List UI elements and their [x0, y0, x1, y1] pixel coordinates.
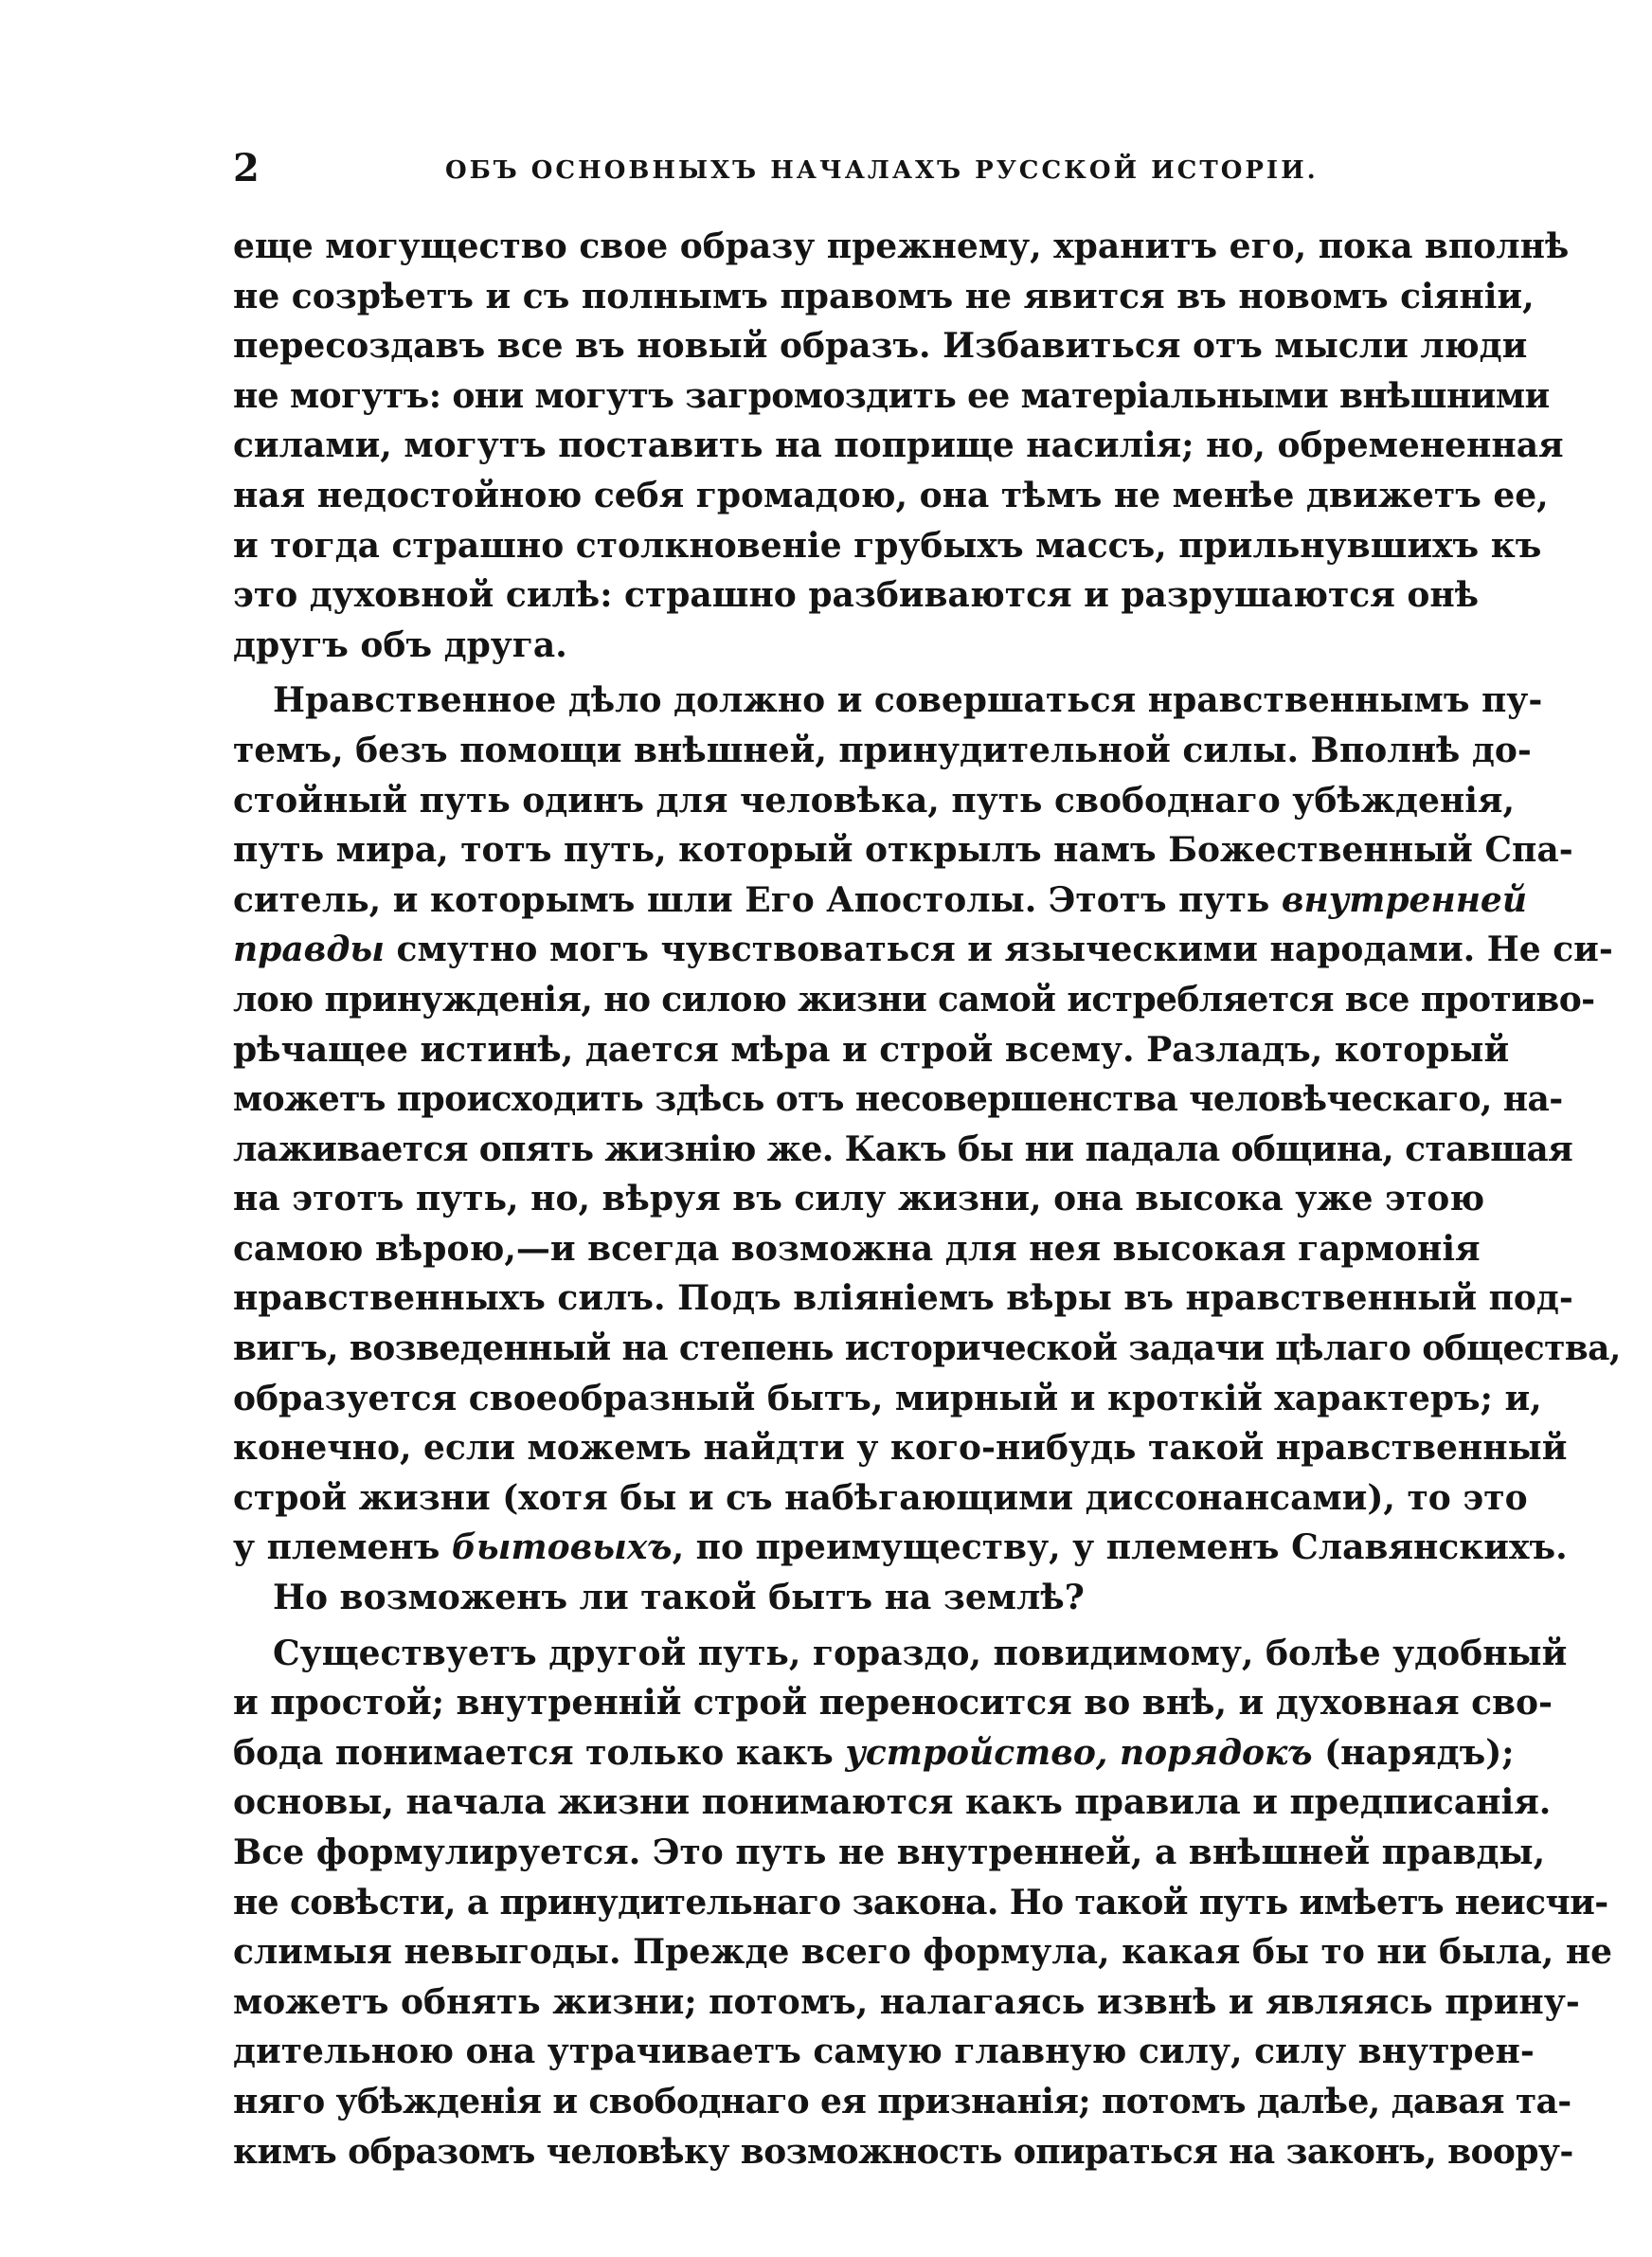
text-line: вигъ, возведенный на степень исторической задачи цѣлаго общества, — [233, 1328, 1621, 1369]
text-line: Существуетъ другой путь, гораздо, повидимому, болѣе удобный — [273, 1633, 1568, 1673]
text-line: можетъ обнять жизни; потомъ, налагаясь извнѣ и являясь прину- — [233, 1981, 1580, 2022]
text-line: на этотъ путь, но, вѣруя въ силу жизни, она высока уже этою — [233, 1179, 1485, 1219]
text-line: Нравственное дѣло должно и совершаться нравственнымъ пу- — [273, 680, 1543, 721]
text-line: Но возможенъ ли такой бытъ на землѣ? — [273, 1578, 1085, 1618]
text-line: и простой; внутренній строй переносится во внѣ, и духовная сво- — [233, 1683, 1553, 1724]
running-title: ОБЪ ОСНОВНЫХЪ НАЧАЛАХЪ РУССКОЙ ИСТОРІИ. — [445, 156, 1319, 185]
text-line: нравственныхъ силъ. Подъ вліяніемъ вѣры въ нравственный под- — [233, 1278, 1573, 1319]
text-fragment: у племенъ — [233, 1527, 440, 1568]
italic-word: бытовыхъ — [451, 1527, 673, 1568]
italic-word: правды — [233, 930, 385, 970]
page-number: 2 — [233, 146, 260, 190]
text-line — [233, 1523, 1568, 1573]
text-line: не могутъ: они могутъ загромоздить ее матеріальными внѣшними — [233, 375, 1550, 416]
text-fragment: ситель, и которымъ шли Его Апостолы. Этотъ путь — [233, 879, 1270, 920]
text-line: можетъ происходить здѣсь отъ несовершенства человѣческаго, на- — [233, 1079, 1563, 1120]
text-line: основы, начала жизни понимаются какъ правила и предписанія. — [233, 1782, 1552, 1823]
text-fragment: , по преимуществу, у племенъ Славянскихъ. — [672, 1527, 1568, 1568]
text-line: не совѣсти, а принудительнаго закона. Но такой путь имѣетъ неисчи- — [233, 1882, 1608, 1923]
text-line: самою вѣрою,—и всегда возможна для нея высокая гармонія — [233, 1228, 1481, 1269]
text-line: дительною она утрачиваетъ самую главную силу, силу внутрен- — [233, 2031, 1535, 2072]
text-line — [233, 876, 1528, 926]
body-text — [233, 222, 1621, 2176]
text-fragment: смутно могъ чувствоваться и языческими народами. Не си- — [396, 930, 1613, 970]
italic-word: порядокъ — [1119, 1732, 1313, 1773]
text-line: лою принужденія, но силою жизни самой истребляется все противо- — [233, 979, 1595, 1020]
text-line: это духовной силѣ: страшно разбиваются и разрушаются онѣ — [233, 575, 1480, 616]
text-line: стойный путь одинъ для человѣка, путь свободнаго убѣжденія, — [233, 780, 1516, 821]
text-line: образуется своеобразный бытъ, мирный и кроткій характеръ; и, — [233, 1378, 1542, 1418]
text-line — [233, 925, 1613, 975]
text-line — [233, 1728, 1515, 1779]
text-fragment: бода понимается только какъ — [233, 1732, 834, 1773]
text-line: кимъ образомъ человѣку возможность опираться на законъ, воору- — [233, 2131, 1573, 2172]
italic-word: устройство, — [845, 1732, 1108, 1773]
text-line: лаживается опять жизнію же. Какъ бы ни падала община, ставшая — [233, 1128, 1573, 1169]
text-line: еще могущество свое образу прежнему, хранитъ его, пока вполнѣ — [233, 226, 1570, 266]
text-line: строй жизни (хотя бы и съ набѣгающими диссонансами), то это — [233, 1477, 1528, 1518]
text-line: пересоздавъ все въ новый образъ. Избавиться отъ мысли люди — [233, 326, 1528, 367]
paragraph-3 — [233, 1629, 1613, 2177]
text-line: и тогда страшно столкновеніе грубыхъ массъ, прильнувшихъ къ — [233, 525, 1542, 566]
text-line: слимыя невыгоды. Прежде всего формула, какая бы то ни была, не — [233, 1932, 1613, 1973]
text-line: няго убѣжденія и свободнаго ея признанія; потомъ далѣе, давая та- — [233, 2081, 1571, 2122]
italic-word: внутренней — [1281, 879, 1528, 920]
text-line: путь мира, тотъ путь, который открылъ намъ Божественный Спа- — [233, 830, 1573, 871]
text-line: другъ объ друга. — [233, 624, 567, 665]
paragraph-1 — [233, 222, 1570, 670]
text-line: ная недостойною себя громадою, она тѣмъ не менѣе движетъ ее, — [233, 475, 1549, 515]
text-line: не созрѣетъ и съ полнымъ правомъ не явится въ новомъ сіяніи, — [233, 276, 1535, 316]
text-fragment: (нарядъ); — [1324, 1732, 1515, 1773]
text-line: темъ, безъ помощи внѣшней, принудительной силы. Вполнѣ до- — [233, 730, 1532, 770]
text-line: рѣчащее истинѣ, дается мѣра и строй всему. Разладъ, который — [233, 1029, 1510, 1070]
text-line: Все формулируется. Это путь не внутренней, а внѣшней правды, — [233, 1833, 1546, 1872]
paragraph-2 — [233, 676, 1621, 1622]
text-line: конечно, если можемъ найдти у кого-нибудь такой нравственный — [233, 1428, 1568, 1469]
text-line: силами, могутъ поставить на поприще насилія; но, обремененная — [233, 425, 1564, 466]
